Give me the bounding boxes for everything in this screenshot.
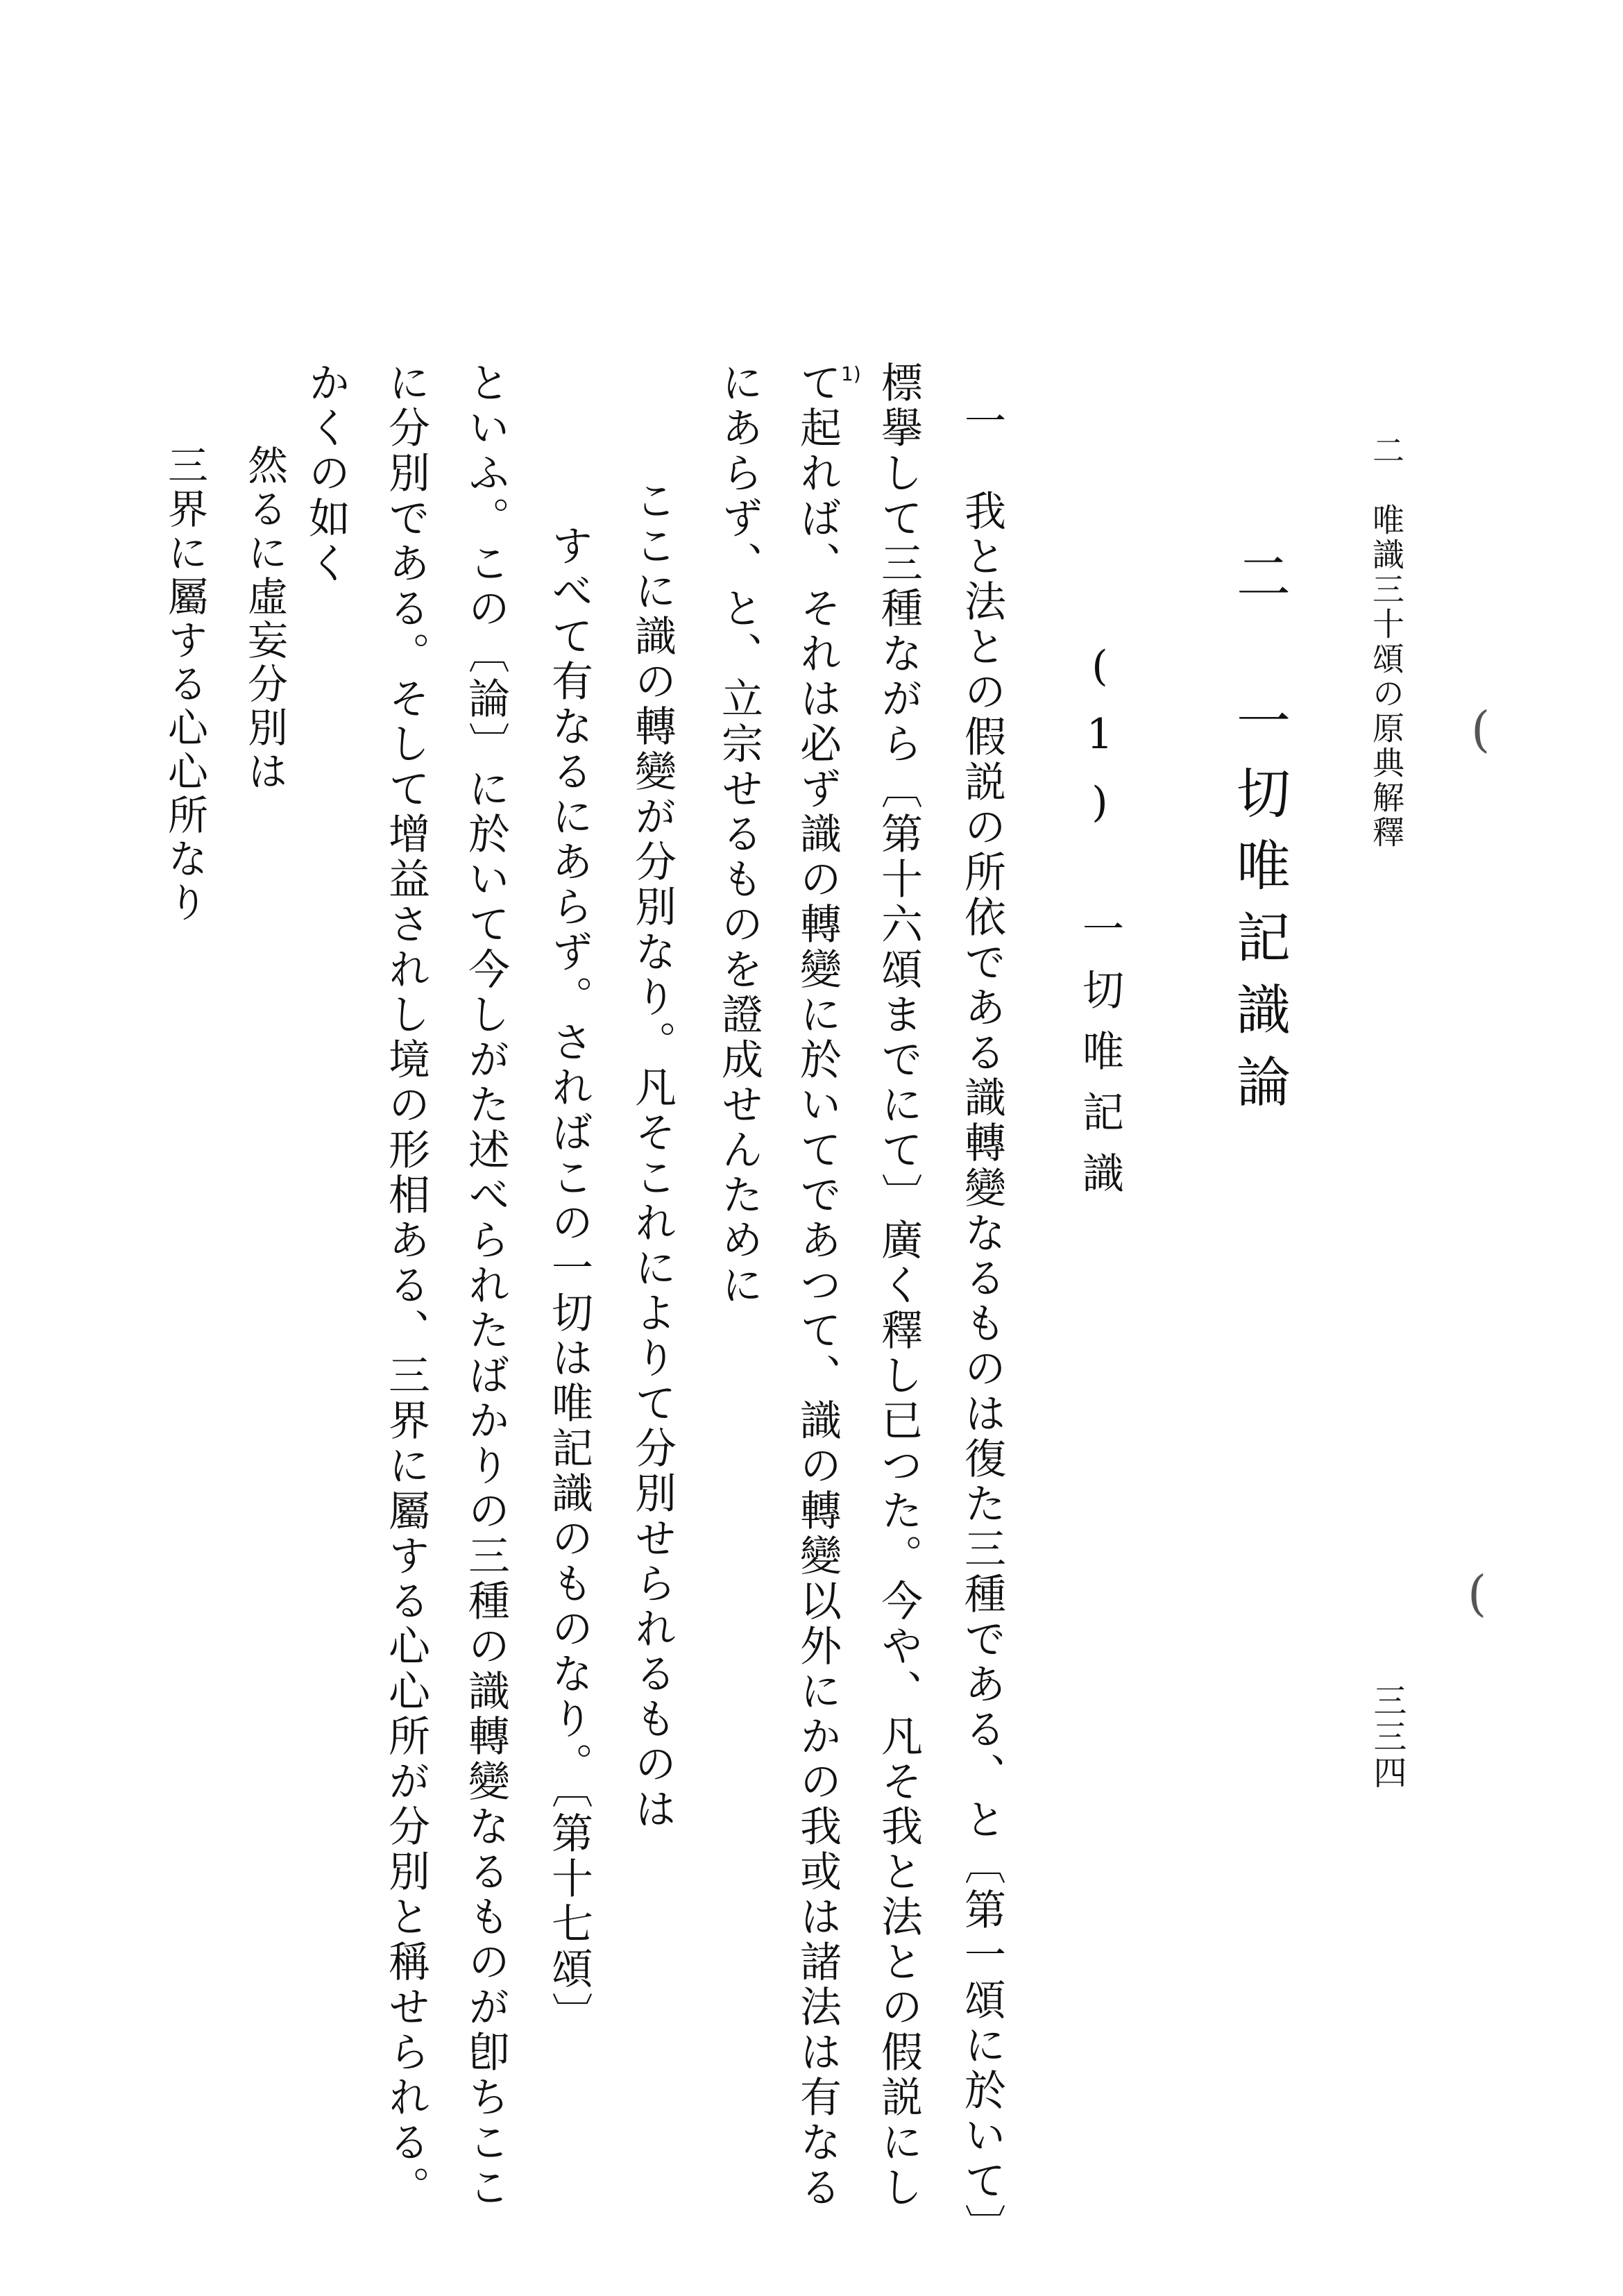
text-column: といふ。この〔論〕に於いて今しがた述べられたばかりの三種の識轉變なるものが卽ちここ [461, 361, 510, 2211]
verse-line: 三界に屬する心心所なり [161, 444, 208, 925]
margin-mark: ( [1468, 1565, 1487, 1622]
footnote-marker: 1) [841, 362, 861, 385]
running-head: 二 唯識三十頌の原典解釋 [1368, 434, 1405, 850]
verse-quote-column: ここに識の轉變が分別なり。凡そこれによりて分別せられるものは [628, 479, 677, 1832]
chapter-title: 二 一切唯記識論 [1227, 548, 1290, 1126]
text-column: にあらず、と、立宗せるものを證成せんために [715, 361, 763, 1308]
verse-line: 然るに虛妄分別は [241, 444, 288, 794]
text-column: かくの如く [302, 361, 350, 586]
text-column: 一 我と法との假説の所依である識轉變なるものは復た三種である、と〔第一頌に於いて〕 [958, 399, 1006, 2249]
section-title: (1) 一切唯記識 [1076, 642, 1124, 1213]
page-number: 三三四 [1368, 1683, 1407, 1791]
text-column: て起れば、それは必ず識の轉變に於いてであつて、識の轉變以外にかの我或は諸法は有なる [793, 361, 842, 2211]
margin-mark: ( [1471, 701, 1490, 758]
text-column: 標擧して三種ながら〔第十六頌までにて〕廣く釋し已つた。今や、凡そ我と法との假説にし [874, 361, 923, 2211]
verse-quote-column: すべて有なるにあらず。さればこの一切は唯記識のものなり。〔第十七頌〕 [545, 524, 593, 2037]
text-column: に分別である。そして增益されし境の形相ある、三界に屬する心心所が分別と稱せられる。 [382, 361, 430, 2211]
